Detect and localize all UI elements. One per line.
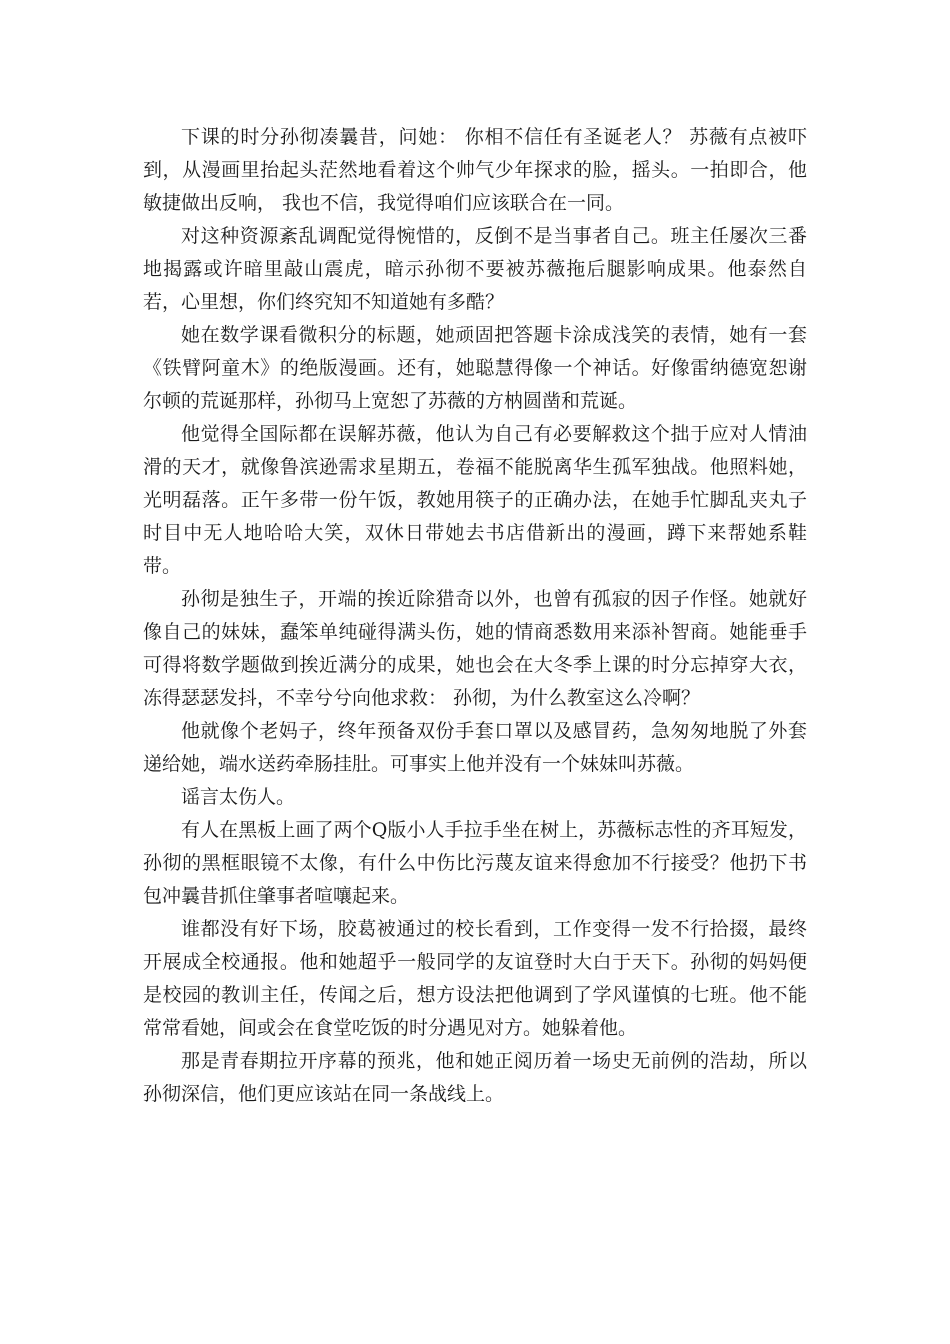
paragraph-10: 那是青春期拉开序幕的预兆，他和她正阅历着一场史无前例的浩劫，所以孙彻深信，他们更应该站在同一条战线上。 [143, 1050, 807, 1105]
paragraph-3: 她在数学课看微积分的标题，她顽固把答题卡涂成浅笑的表情，她有一套《铁臂阿童木》的绝版漫画。还有，她聪慧得像一个神话。好像雷纳德宽恕谢尔顿的荒诞那样，孙彻马上宽恕了苏薇的方枘圆凿和荒诞。 [143, 324, 807, 412]
paragraph-5: 孙彻是独生子，开端的挨近除猎奇以外，也曾有孤寂的因子作怪。她就好像自己的妹妹，蠢笨单纯碰得满头伤，她的情商悉数用来添补智商。她能垂手可得将数学题做到挨近满分的成果，她也会在大冬季上课的时分忘掉穿大衣，冻得瑟瑟发抖，不幸兮兮向他求救： 孙彻，为什么教室这么冷啊？ [143, 588, 807, 709]
paragraph-4: 他觉得全国际都在误解苏薇，他认为自己有必要解救这个拙于应对人情油滑的天才，就像鲁滨逊需求星期五，卷福不能脱离华生孤军独战。他照料她，光明磊落。正午多带一份午饭，教她用筷子的正确办法，在她手忙脚乱夹丸子时目中无人地哈哈大笑，双休日带她去书店借新出的漫画，蹲下来帮她系鞋带。 [143, 423, 807, 577]
paragraph-6: 他就像个老妈子，终年预备双份手套口罩以及感冒药，急匆匆地脱了外套递给她，端水送药牵肠挂肚。可事实上他并没有一个妹妹叫苏薇。 [143, 720, 807, 775]
paragraph-7: 谣言太伤人。 [181, 786, 296, 808]
paragraph-2: 对这种资源紊乱调配觉得惋惜的，反倒不是当事者自己。班主任屡次三番地揭露或许暗里敲山震虎，暗示孙彻不要被苏薇拖后腿影响成果。他泰然自若，心里想，你们终究知不知道她有多酷？ [143, 225, 807, 313]
paragraph-8: 有人在黑板上画了两个Q版小人手拉手坐在树上，苏薇标志性的齐耳短发，孙彻的黑框眼镜不太像，有什么中伤比污蔑友谊来得愈加不行接受？他扔下书包冲曩昔抓住肇事者喧嚷起来。 [143, 819, 807, 907]
paragraph-9: 谁都没有好下场，胶葛被通过的校长看到，工作变得一发不行拾掇，最终开展成全校通报。他和她超乎一般同学的友谊登时大白于天下。孙彻的妈妈便是校园的教训主任，传闻之后，想方设法把他调到了学风谨慎的七班。他不能常常看她，间或会在食堂吃饭的时分遇见对方。她躲着他。 [143, 918, 807, 1039]
paragraph-1: 下课的时分孙彻凑曩昔，问她： 你相不信任有圣诞老人？ 苏薇有点被吓到，从漫画里抬起头茫然地看着这个帅气少年探求的脸，摇头。一拍即合，他敏捷做出反响， 我也不信，我觉得咱们应该联合在一同。 [143, 126, 807, 214]
article-body [143, 121, 807, 1111]
